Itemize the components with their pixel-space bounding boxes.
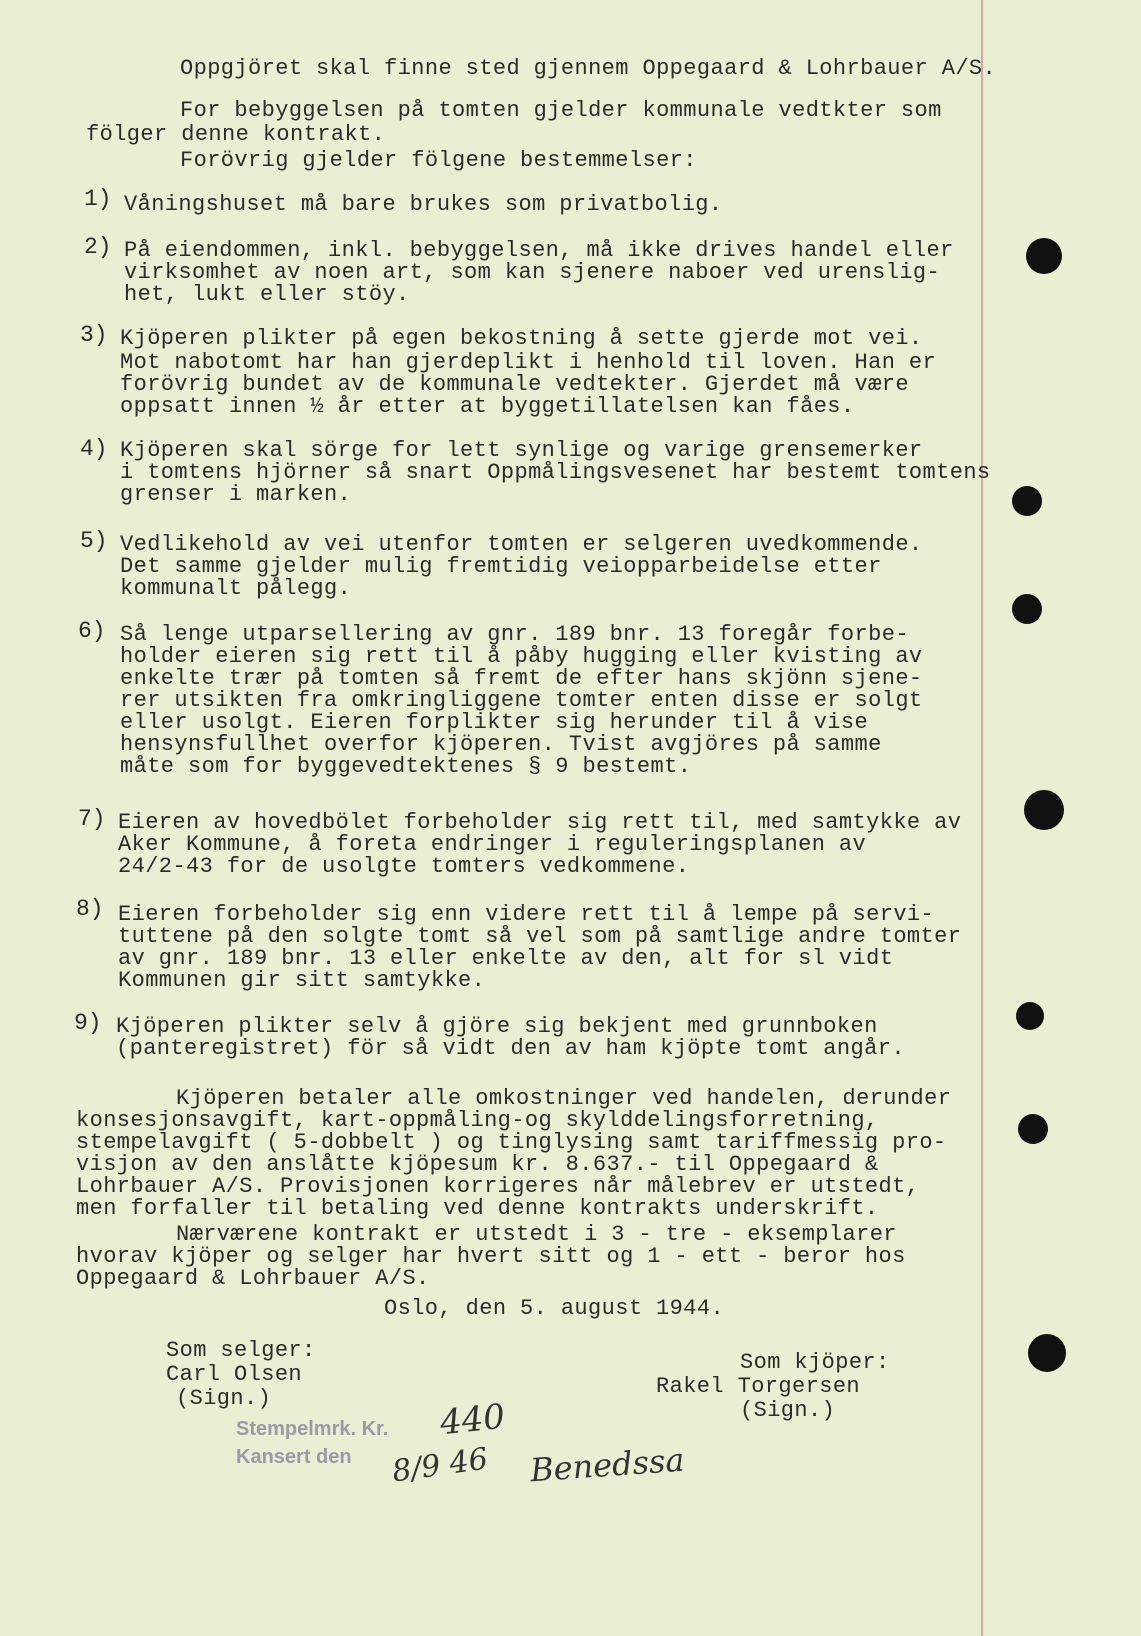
punch-hole — [1024, 790, 1064, 830]
clause-line: måte som for byggevedtektenes § 9 bestemt. — [120, 754, 692, 779]
buyer-role: Som kjöper: — [740, 1350, 890, 1375]
clause-number: 5) — [80, 528, 108, 554]
clause-line: virksomhet av noen art, som kan sjenere naboer ved urenslig- — [124, 260, 941, 285]
header-line: Oppgjöret skal finne sted gjennem Oppegaard & Lohrbauer A/S. — [180, 56, 997, 81]
punch-hole — [1016, 1002, 1044, 1030]
closing-line: Nærværene kontrakt er utstedt i 3 - tre - eksemplarer — [176, 1222, 897, 1247]
clause-line: het, lukt eller stöy. — [124, 282, 410, 307]
closing-line: visjon av den anslåtte kjöpesum kr. 8.637.- til Oppegaard & — [76, 1152, 879, 1177]
clause-line: i tomtens hjörner så snart Oppmålingsvesenet har bestemt tomtens — [120, 460, 991, 485]
clause-line: Kjöperen skal sörge for lett synlige og varige grensemerker — [120, 438, 923, 463]
clause-line: Eieren forbeholder sig enn videre rett til å lempe på servi- — [118, 902, 935, 927]
clause-line: enkelte trær på tomten så fremt de efter hans skjönn sjene- — [120, 666, 923, 691]
clause-number: 9) — [74, 1010, 102, 1036]
clause-line: Det samme gjelder mulig fremtidig veiopparbeidelse etter — [120, 554, 882, 579]
clause-line: eller usolgt. Eieren forplikter sig herunder til å vise — [120, 710, 869, 735]
clause-number: 7) — [78, 806, 106, 832]
clause-number: 2) — [84, 234, 112, 260]
clause-line: tuttene på den solgte tomt så vel som på samtlige andre tomter — [118, 924, 962, 949]
clause-line: På eiendommen, inkl. bebyggelsen, må ikke drives handel eller — [124, 238, 954, 263]
clause-line: kommunalt pålegg. — [120, 576, 352, 601]
clause-line: rer utsikten fra omkringliggene tomter enten disse er solgt — [120, 688, 923, 713]
closing-line: Lohrbauer A/S. Provisjonen korrigeres når målebrev er utstedt, — [76, 1174, 920, 1199]
handwritten-date: 8/9 46 — [390, 1441, 490, 1490]
stamp-line: Stempelmrk. Kr. — [236, 1418, 389, 1440]
clause-line: holder eieren sig rett til å påby hugging eller kvisting av — [120, 644, 923, 669]
clause-line: (panteregistret) för så vidt den av ham kjöpte tomt angår. — [116, 1036, 905, 1061]
clause-number: 8) — [76, 896, 104, 922]
margin-rule — [981, 0, 983, 1636]
intro-line: fölger denne kontrakt. — [86, 122, 386, 147]
clause-line: hensynsfullhet overfor kjöperen. Tvist avgjöres på samme — [120, 732, 882, 757]
clause-line: Kommunen gir sitt samtykke. — [118, 968, 486, 993]
punch-hole — [1012, 594, 1042, 624]
closing-line: Oppegaard & Lohrbauer A/S. — [76, 1266, 430, 1291]
clause-line: av gnr. 189 bnr. 13 eller enkelte av den, alt for sl vidt — [118, 946, 894, 971]
clause-line: forövrig bundet av de kommunale vedtekter. Gjerdet må være — [120, 372, 909, 397]
handwritten-signature: Benedssa — [528, 1440, 686, 1490]
closing-line: Kjöperen betaler alle omkostninger ved handelen, derunder — [176, 1086, 952, 1111]
closing-line: konsesjonsavgift, kart-oppmåling-og skylddelingsforretning, — [76, 1108, 879, 1133]
closing-line: men forfaller til betaling ved denne kontrakts underskrift. — [76, 1196, 879, 1221]
clause-number: 6) — [78, 618, 106, 644]
seller-role: Som selger: — [166, 1338, 316, 1363]
intro-line: For bebyggelsen på tomten gjelder kommunale vedtkter som — [180, 98, 942, 123]
intro-line: Forövrig gjelder fölgene bestemmelser: — [180, 148, 697, 173]
seller-sign: (Sign.) — [176, 1386, 272, 1411]
closing-line: hvorav kjöper og selger har hvert sitt og 1 - ett - beror hos — [76, 1244, 906, 1269]
clause-line: Mot nabotomt har han gjerdeplikt i henhold til loven. Han er — [120, 350, 937, 375]
clause-line: Aker Kommune, å foreta endringer i reguleringsplanen av — [118, 832, 867, 857]
place-date: Oslo, den 5. august 1944. — [384, 1296, 725, 1321]
closing-line: stempelavgift ( 5-dobbelt ) og tinglysing samt tariffmessig pro- — [76, 1130, 947, 1155]
handwritten-amount: 440 — [438, 1396, 507, 1444]
clause-number: 1) — [84, 186, 112, 212]
clause-line: 24/2-43 for de usolgte tomters vedkommene. — [118, 854, 690, 879]
clause-line: Eieren av hovedbölet forbeholder sig rett til, med samtykke av — [118, 810, 962, 835]
clause-line: oppsatt innen ½ år etter at byggetillatelsen kan fåes. — [120, 394, 855, 419]
buyer-name: Rakel Torgersen — [656, 1374, 861, 1399]
punch-hole — [1012, 486, 1042, 516]
clause-number: 4) — [80, 436, 108, 462]
punch-hole — [1028, 1334, 1066, 1372]
clause-line: Vedlikehold av vei utenfor tomten er selgeren uvedkommende. — [120, 532, 923, 557]
seller-name: Carl Olsen — [166, 1362, 303, 1387]
punch-hole — [1026, 238, 1062, 274]
punch-hole — [1018, 1114, 1048, 1144]
stamp-line: Kansert den — [236, 1446, 352, 1468]
clause-line: grenser i marken. — [120, 482, 352, 507]
clause-line: Våningshuset må bare brukes som privatbolig. — [124, 192, 723, 217]
clause-line: Så lenge utparsellering av gnr. 189 bnr. 13 foregår forbe- — [120, 622, 909, 647]
buyer-sign: (Sign.) — [740, 1398, 836, 1423]
clause-line: Kjöperen plikter på egen bekostning å sette gjerde mot vei. — [120, 326, 923, 351]
clause-line: Kjöperen plikter selv å gjöre sig bekjent med grunnboken — [116, 1014, 878, 1039]
clause-number: 3) — [80, 322, 108, 348]
